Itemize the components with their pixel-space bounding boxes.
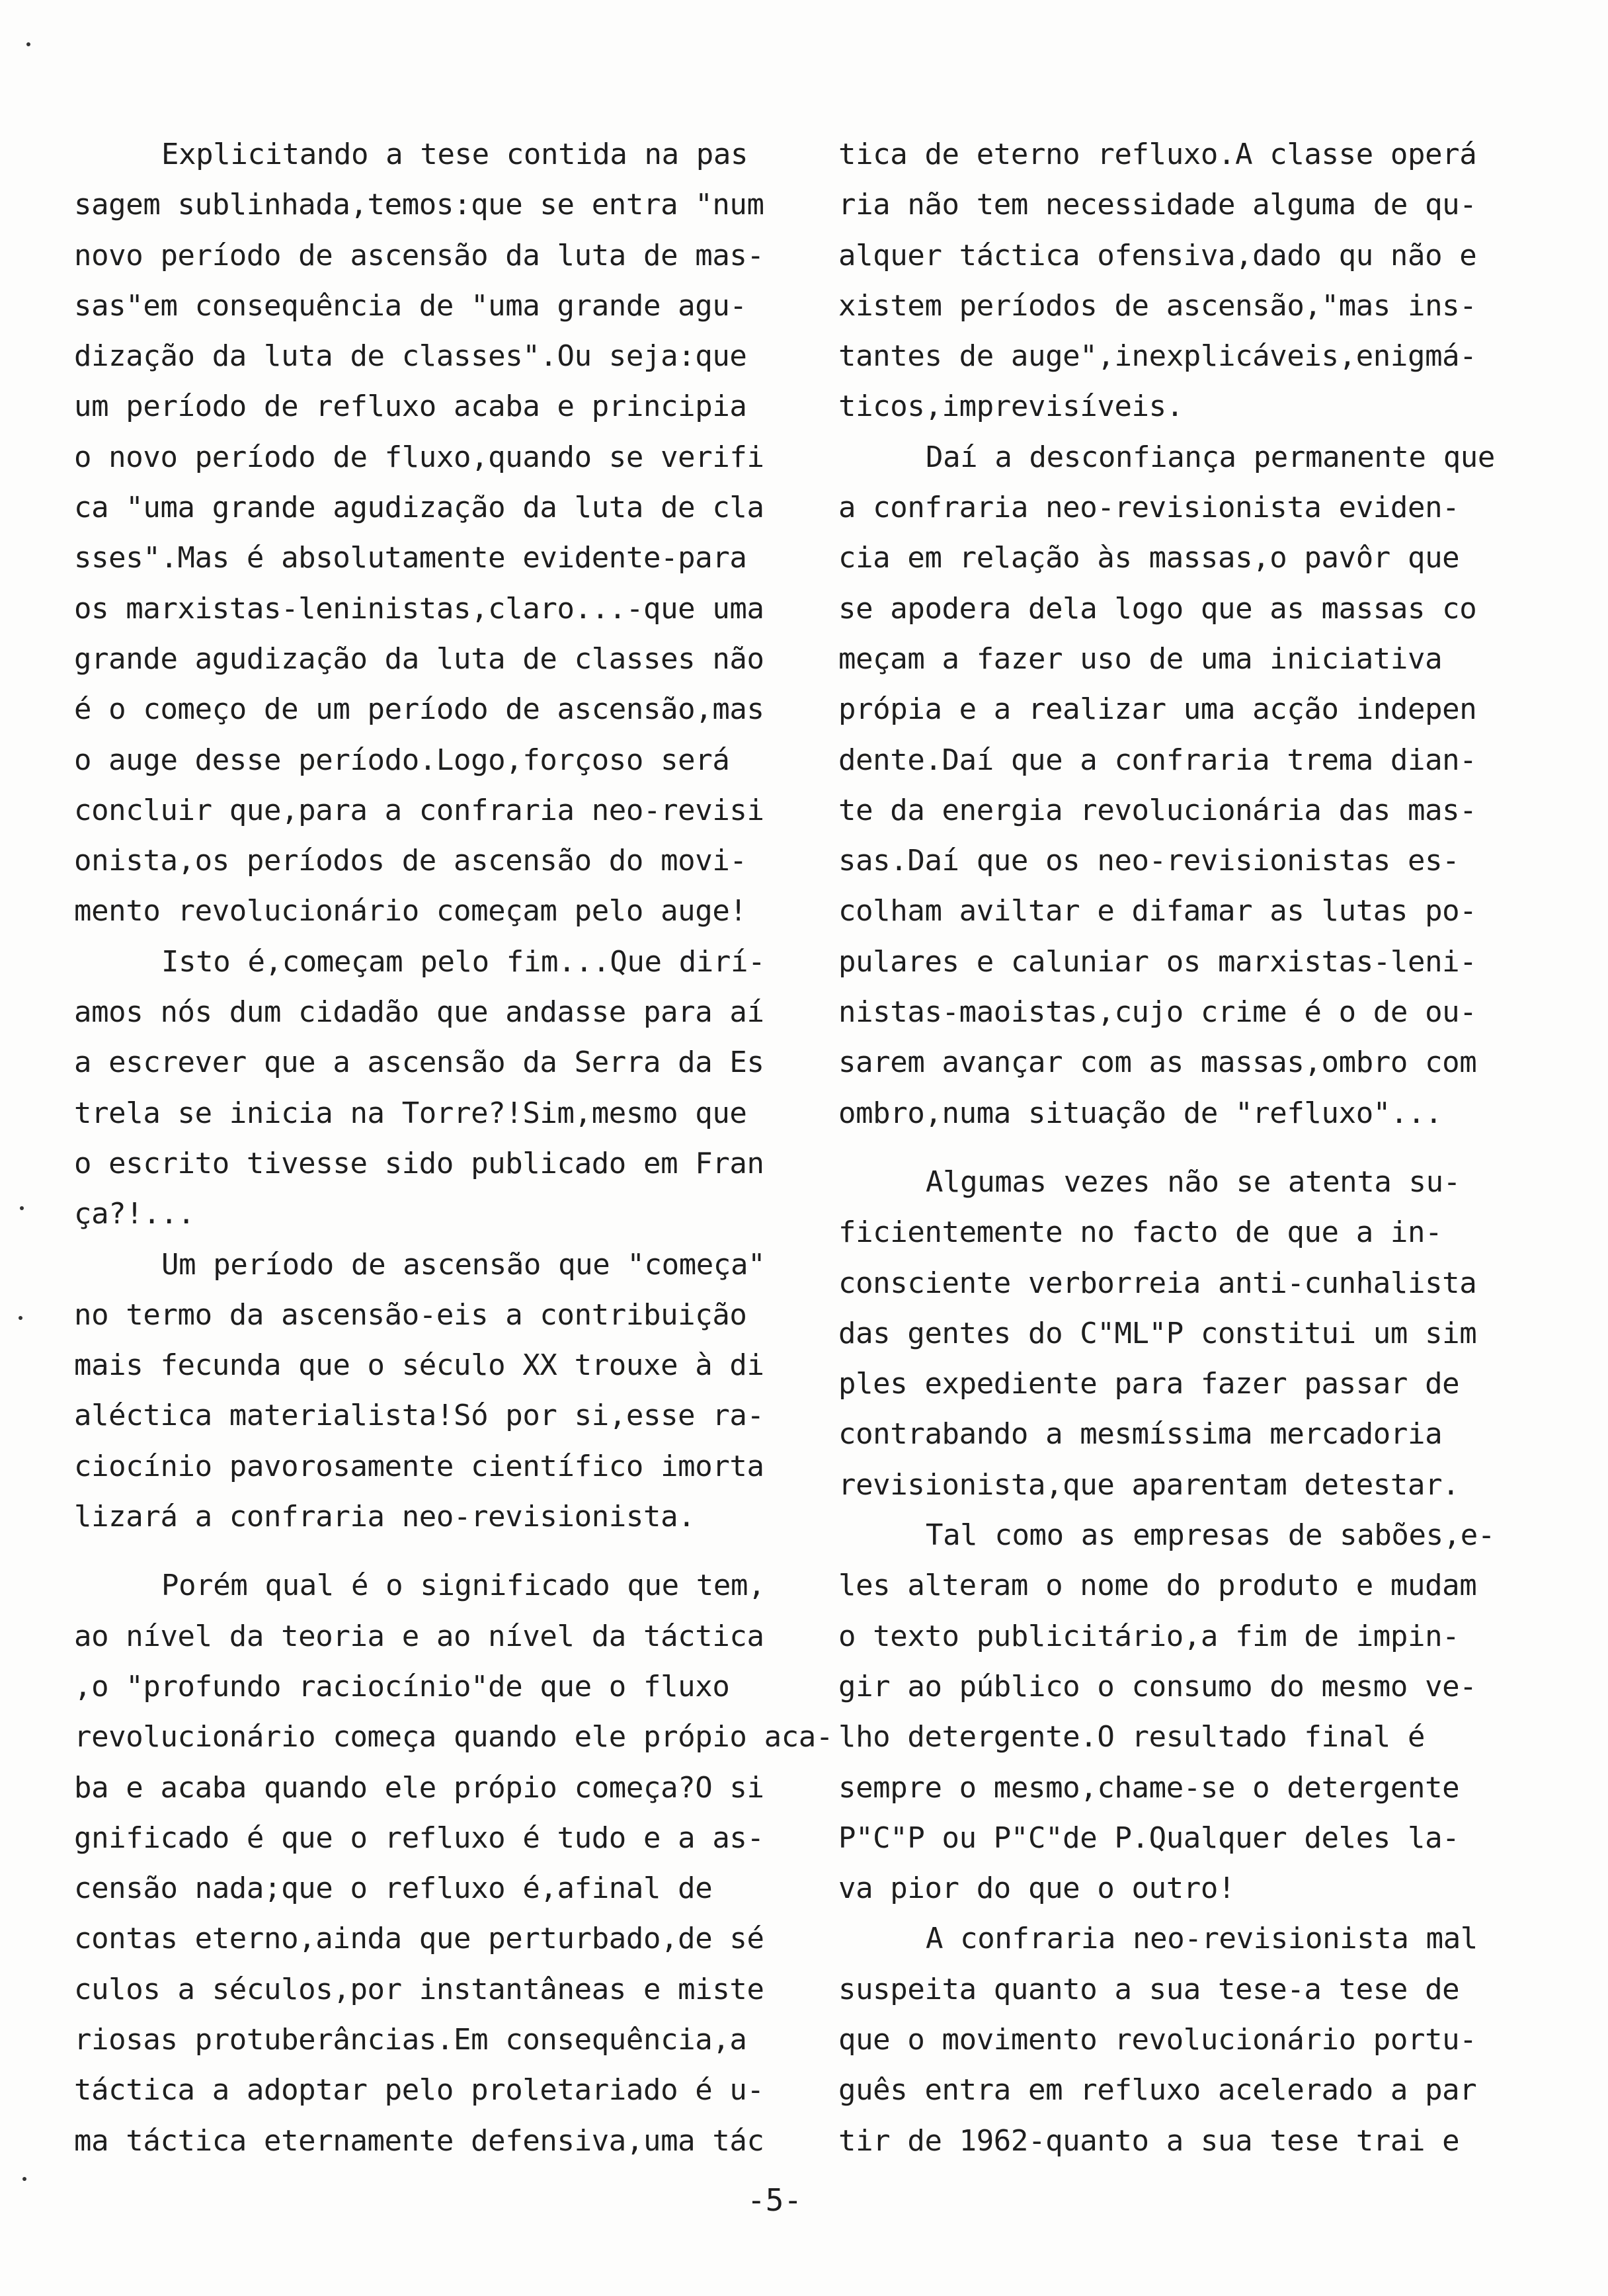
- text-line: te da energia revolucionária das mas-: [838, 793, 1477, 827]
- text-line: o auge desse período.Logo,forçoso será: [74, 743, 730, 777]
- text-line: a confraria neo-revisionista eviden-: [838, 491, 1460, 525]
- text-line: táctica a adoptar pelo proletariado é u-: [74, 2073, 764, 2108]
- text-line: Porém qual é o significado que tem,: [161, 1569, 766, 1603]
- text-line: o novo período de fluxo,quando se verifi: [74, 440, 764, 474]
- text-line: P"C"P ou P"C"de P.Qualquer deles la-: [838, 1821, 1460, 1855]
- text-line: aléctica materialista!Só por si,esse ra-: [74, 1399, 764, 1433]
- text-line: dente.Daí que a confraria trema dian-: [838, 743, 1477, 777]
- text-line: um período de refluxo acaba e principia: [74, 390, 747, 424]
- text-line: censão nada;que o refluxo é,afinal de: [74, 1871, 713, 1906]
- text-line: revisionista,que aparentam detestar.: [838, 1467, 1460, 1502]
- text-line: Tal como as empresas de sabões,e-: [926, 1518, 1495, 1553]
- text-line: ça?!...: [74, 1197, 195, 1231]
- text-line: Isto é,começam pelo fim...Que dirí-: [161, 944, 766, 979]
- text-line: meçam a fazer uso de uma iniciativa: [838, 641, 1443, 676]
- text-line: tir de 1962-quanto a sua tese trai e: [838, 2123, 1460, 2158]
- text-line: va pior do que o outro!: [838, 1871, 1236, 1906]
- text-line: sagem sublinhada,temos:que se entra "num: [74, 188, 764, 222]
- text-line: sempre o mesmo,chame-se o detergente: [838, 1770, 1460, 1805]
- text-line: culos a séculos,por instantâneas e miste: [74, 1972, 764, 2006]
- text-line: A confraria neo-revisionista mal: [926, 1922, 1478, 1956]
- text-line: ticos,imprevisíveis.: [838, 390, 1184, 424]
- text-line: mais fecunda que o século XX trouxe à di: [74, 1348, 764, 1383]
- text-line: gnificado é que o refluxo é tudo e a as-: [74, 1821, 764, 1855]
- text-line: ficientemente no facto de que a in-: [838, 1215, 1443, 1250]
- right-text-column: [838, 130, 1500, 2166]
- text-line: própia e a realizar uma acção indepen: [838, 692, 1477, 727]
- text-line: dização da luta de classes".Ou seja:que: [74, 339, 747, 374]
- text-line: Algumas vezes não se atenta su-: [926, 1165, 1461, 1199]
- text-line: os marxistas-leninistas,claro...-que uma: [74, 591, 764, 626]
- text-line: ombro,numa situação de "refluxo"...: [838, 1096, 1443, 1130]
- text-line: é o começo de um período de ascensão,mas: [74, 692, 764, 727]
- text-line: Um período de ascensão que "começa": [161, 1247, 766, 1282]
- text-line: lho detergente.O resultado final é: [838, 1720, 1426, 1754]
- text-line: novo período de ascensão da luta de mas-: [74, 238, 764, 272]
- text-line: suspeita quanto a sua tese-a tese de: [838, 1972, 1460, 2006]
- text-line: colham aviltar e difamar as lutas po-: [838, 894, 1477, 928]
- text-line: se apodera dela logo que as massas co: [838, 591, 1477, 626]
- text-line: lizará a confraria neo-revisionista.: [74, 1500, 696, 1534]
- text-line: ,o "profundo raciocínio"de que o fluxo: [74, 1669, 730, 1703]
- text-line: trela se inicia na Torre?!Sim,mesmo que: [74, 1096, 747, 1130]
- text-line: o texto publicitário,a fim de impin-: [838, 1619, 1460, 1653]
- text-line: sarem avançar com as massas,ombro com: [838, 1046, 1477, 1080]
- text-line: riosas protuberâncias.Em consequência,a: [74, 2022, 747, 2057]
- text-line: sas.Daí que os neo-revisionistas es-: [838, 844, 1460, 878]
- text-line: Explicitando a tese contida na pas: [161, 138, 748, 171]
- text-line: que o movimento revolucionário portu-: [838, 2022, 1477, 2057]
- text-line: revolucionário começa quando ele própio aca-: [74, 1720, 833, 1754]
- text-line: das gentes do C"ML"P constitui um sim: [838, 1316, 1477, 1350]
- scan-speck: [22, 2177, 26, 2181]
- paragraph-gap: [838, 1139, 1500, 1157]
- text-line: a escrever que a ascensão da Serra da Es: [74, 1046, 764, 1080]
- text-line: pulares e caluniar os marxistas-leni-: [838, 944, 1477, 979]
- text-line: amos nós dum cidadão que andasse para aí: [74, 995, 764, 1030]
- text-line: cia em relação às massas,o pavôr que: [838, 541, 1460, 575]
- paragraph-gap: [74, 1542, 782, 1561]
- text-line: concluir que,para a confraria neo-revisi: [74, 793, 764, 827]
- text-line: onista,os períodos de ascensão do movi-: [74, 844, 747, 878]
- text-line: contas eterno,ainda que perturbado,de sé: [74, 1922, 764, 1956]
- text-line: ao nível da teoria e ao nível da táctica: [74, 1619, 764, 1653]
- text-line: consciente verborreia anti-cunhalista: [838, 1266, 1477, 1300]
- text-line: Daí a desconfiança permanente que: [926, 440, 1495, 474]
- text-line: tica de eterno refluxo.A classe operá: [838, 138, 1477, 171]
- text-line: sas"em consequência de "uma grande agu-: [74, 288, 747, 323]
- page-number: -5-: [747, 2182, 803, 2218]
- scan-speck: [20, 1206, 24, 1210]
- left-text-column: [74, 130, 833, 2166]
- text-line: ma táctica eternamente defensiva,uma tác: [74, 2123, 764, 2158]
- scan-speck: [19, 1316, 22, 1320]
- text-line: alquer táctica ofensiva,dado qu não e: [838, 238, 1477, 272]
- scan-speck: [26, 42, 30, 46]
- text-line: ba e acaba quando ele própio começa?O si: [74, 1770, 764, 1805]
- text-line: guês entra em refluxo acelerado a par: [838, 2073, 1477, 2108]
- text-line: ria não tem necessidade alguma de qu-: [838, 188, 1477, 222]
- text-line: nistas-maoistas,cujo crime é o de ou-: [838, 995, 1477, 1030]
- text-line: grande agudização da luta de classes não: [74, 641, 764, 676]
- text-line: contrabando a mesmíssima mercadoria: [838, 1417, 1443, 1452]
- text-line: les alteram o nome do produto e mudam: [838, 1569, 1477, 1603]
- text-line: sses".Mas é absolutamente evidente-para: [74, 541, 747, 575]
- text-line: ca "uma grande agudização da luta de cla: [74, 491, 764, 525]
- text-line: gir ao público o consumo do mesmo ve-: [838, 1669, 1477, 1703]
- text-line: xistem períodos de ascensão,"mas ins-: [838, 288, 1477, 323]
- text-line: no termo da ascensão-eis a contribuição: [74, 1297, 747, 1332]
- text-line: o escrito tivesse sido publicado em Fran: [74, 1146, 764, 1180]
- text-line: ciocínio pavorosamente científico imorta: [74, 1449, 764, 1483]
- text-line: ples expediente para fazer passar de: [838, 1367, 1460, 1401]
- text-line: tantes de auge",inexplicáveis,enigmá-: [838, 339, 1477, 374]
- text-line: mento revolucionário começam pelo auge!: [74, 894, 747, 928]
